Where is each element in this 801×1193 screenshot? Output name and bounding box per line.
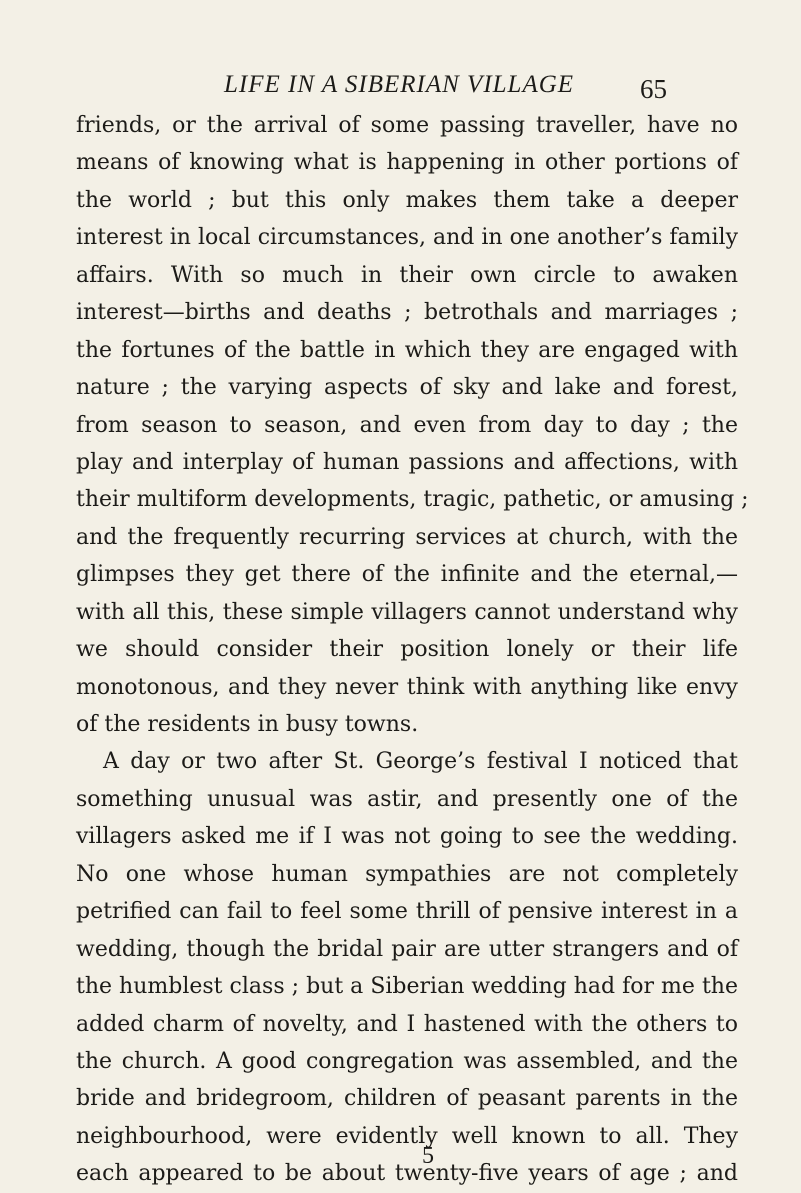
body-text	[76, 107, 749, 1193]
text-line: something unusual was astir, and presently one of the	[76, 786, 738, 812]
text-line: friends, or the arrival of some passing traveller, have no	[76, 113, 738, 138]
text-line: play and interplay of human passions and affections, with	[76, 449, 738, 475]
text-line: interest—births and deaths ; betrothals and marriages ;	[76, 300, 738, 326]
text-line: neighbourhood, were evidently well known to all. They	[76, 1123, 738, 1149]
text-line: we should consider their position lonely or their life	[76, 637, 738, 663]
text-line: No one whose human sympathies are not completely	[76, 861, 738, 887]
text-line: the fortunes of the battle in which they are engaged with	[76, 337, 738, 363]
text-line: the world ; but this only makes them take a deeper	[76, 187, 738, 213]
paragraph-start-line: A day or two after St. George’s festival I noticed that	[103, 749, 738, 775]
text-line: means of knowing what is happening in other portions of	[76, 150, 738, 176]
text-line: bride and bridegroom, children of peasant parents in the	[76, 1086, 738, 1112]
text-line: with all this, these simple villagers cannot understand why	[76, 599, 738, 625]
text-line: and the frequently recurring services at church, with the	[76, 524, 738, 550]
signature-mark: 5	[422, 1143, 434, 1169]
text-line: from season to season, and even from day to day ; the	[76, 412, 738, 438]
text-line: interest in local circumstances, and in one another’s family	[76, 225, 738, 251]
text-line: the church. A good congregation was assembled, and the	[76, 1048, 738, 1074]
paragraph-end-line: of the residents in busy towns.	[76, 712, 419, 737]
text-line: affairs. With so much in their own circle to awaken	[76, 262, 738, 288]
text-line: the humblest class ; but a Siberian wedding had for me the	[76, 974, 738, 1000]
text-line: each appeared to be about twenty-five years of age ; and	[76, 1161, 738, 1187]
text-line: monotonous, and they never think with anything like envy	[76, 674, 738, 700]
text-line: added charm of novelty, and I hastened with the others to	[76, 1011, 738, 1037]
page-number: 65	[640, 74, 667, 104]
text-line: their multiform developments, tragic, pathetic, or amusing ;	[76, 487, 749, 513]
text-line: petrified can fail to feel some thrill of pensive interest in a	[76, 899, 738, 925]
running-title: LIFE IN A SIBERIAN VILLAGE	[224, 71, 575, 98]
text-line: villagers asked me if I was not going to see the wedding.	[76, 824, 738, 850]
text-line: glimpses they get there of the infinite and the eternal,—	[76, 562, 738, 588]
text-line: nature ; the varying aspects of sky and lake and forest,	[76, 375, 738, 401]
text-line: wedding, though the bridal pair are utter strangers and of	[76, 936, 738, 962]
